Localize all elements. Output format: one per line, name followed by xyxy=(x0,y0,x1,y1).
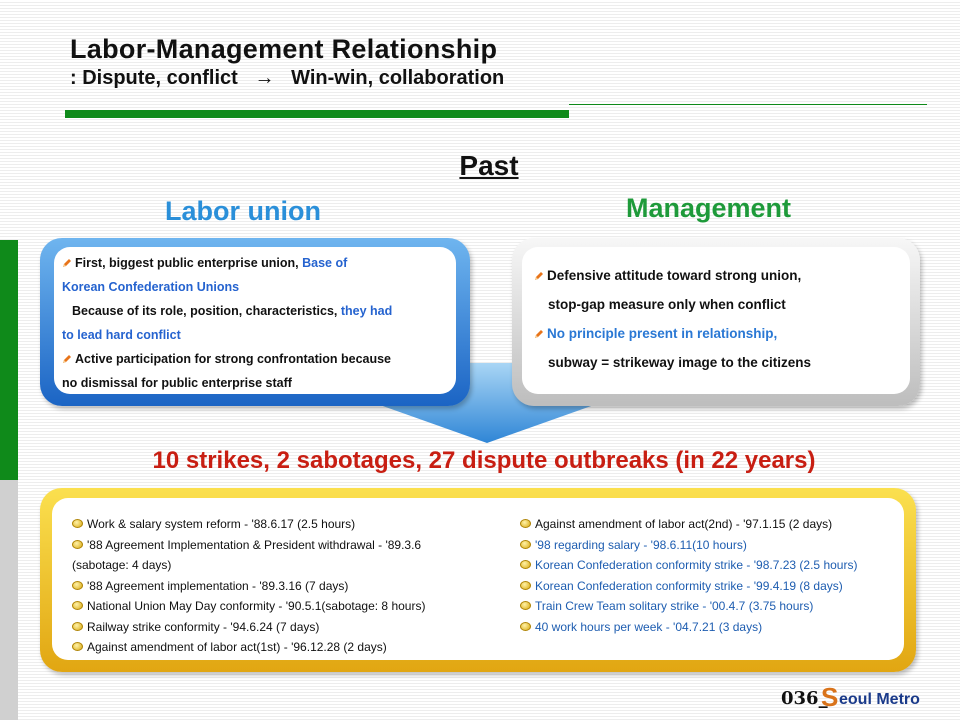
pencil-icon xyxy=(534,271,544,281)
logo-text: eoul Metro xyxy=(839,691,920,708)
management-point-highlight: No principle present in relationship, xyxy=(547,326,778,341)
gold-dot-icon xyxy=(520,622,531,631)
union-point-continued xyxy=(62,323,448,347)
left-accent-bar xyxy=(0,240,18,480)
event-item xyxy=(72,535,512,556)
management-box xyxy=(512,238,920,406)
title-underline-thick xyxy=(65,110,569,118)
union-point-highlight: to lead hard conflict xyxy=(62,328,181,342)
event-text: Against amendment of labor act(1st) - '96.12.28 (2 days) xyxy=(87,640,387,654)
left-gray-bar xyxy=(0,480,18,720)
title-block xyxy=(70,34,504,90)
title-underline-thin xyxy=(569,104,927,105)
event-text: Train Crew Team solitary strike - '00.4.7 (3.75 hours) xyxy=(535,599,814,613)
union-box xyxy=(40,238,470,406)
union-heading: Labor union xyxy=(165,196,321,226)
pencil-icon xyxy=(62,258,72,268)
event-item xyxy=(72,617,512,638)
event-item xyxy=(520,617,900,638)
summary-headline: 10 strikes, 2 sabotages, 27 dispute outbreaks (in 22 years) xyxy=(152,447,816,474)
union-point-continued xyxy=(62,371,448,395)
gold-dot-icon xyxy=(72,540,83,549)
union-point xyxy=(62,251,448,275)
event-text: Against amendment of labor act(2nd) - '97.1.15 (2 days) xyxy=(535,517,833,531)
pencil-icon xyxy=(534,329,544,339)
event-text: Railway strike conformity - '94.6.24 (7 days) xyxy=(87,619,320,634)
management-point-text: stop-gap measure only when conflict xyxy=(548,297,786,312)
management-point-text: subway = strikeway image to the citizens xyxy=(548,355,811,370)
event-text: '88 Agreement Implementation & President withdrawal - '89.3.6 xyxy=(87,537,422,552)
gold-dot-icon xyxy=(72,642,83,651)
event-item-continued xyxy=(72,555,512,576)
union-box-content xyxy=(54,247,456,394)
slide-title: Labor-Management Relationship xyxy=(70,34,498,64)
event-item xyxy=(520,576,900,597)
management-point-text: Defensive attitude toward strong union, xyxy=(547,268,802,283)
events-right-column xyxy=(520,514,900,637)
union-point-highlight: Base of xyxy=(302,256,348,270)
union-point-text: First, biggest public enterprise union, xyxy=(75,256,303,270)
gold-dot-icon xyxy=(72,622,83,631)
event-text: National Union May Day conformity - '90.5.1(sabotage: 8 hours) xyxy=(87,599,426,613)
event-text: '88 Agreement implementation - '89.3.16 (7 days) xyxy=(87,578,349,593)
gold-dot-icon xyxy=(72,519,83,528)
event-item xyxy=(72,637,512,658)
gold-dot-icon xyxy=(520,581,531,590)
management-heading: Management xyxy=(626,193,792,223)
management-point-continued xyxy=(534,348,898,377)
union-point xyxy=(62,347,448,371)
gold-dot-icon xyxy=(520,601,531,610)
gold-dot-icon xyxy=(72,581,83,590)
pencil-icon xyxy=(62,354,72,364)
union-point xyxy=(62,299,448,323)
event-item xyxy=(520,596,900,617)
events-box xyxy=(40,488,916,672)
event-text: Korean Confederation conformity strike - '98.7.23 (2.5 hours) xyxy=(535,558,858,572)
events-left-column xyxy=(72,514,512,658)
event-item xyxy=(72,576,512,597)
events-box-content xyxy=(52,498,904,660)
event-text: (sabotage: 4 days) xyxy=(72,558,172,572)
gold-dot-icon xyxy=(520,540,531,549)
union-point-text: Active participation for strong confrontation because xyxy=(75,352,392,366)
union-point-text: no dismissal for public enterprise staff xyxy=(62,376,292,390)
management-point-continued xyxy=(534,290,898,319)
management-box-content xyxy=(522,247,910,394)
union-point-highlight: Korean Confederation Unions xyxy=(62,280,240,294)
union-point-text: Because of its role, position, characteristics, xyxy=(72,304,341,318)
event-item xyxy=(72,596,512,617)
event-item xyxy=(520,535,900,556)
slide-subtitle: : Dispute, conflict → Win-win, collaboration xyxy=(70,67,505,89)
event-text: '98 regarding salary - '98.6.11(10 hours) xyxy=(535,537,747,552)
gold-dot-icon xyxy=(520,560,531,569)
union-point-highlight: they had xyxy=(340,304,393,318)
union-point-continued xyxy=(62,275,448,299)
event-item xyxy=(520,514,900,535)
event-item xyxy=(72,514,512,535)
management-point xyxy=(534,319,898,348)
logo-letter: S xyxy=(821,682,839,712)
event-text: Korean Confederation conformity strike - '99.4.19 (8 days) xyxy=(535,578,843,593)
management-point xyxy=(534,261,898,290)
gold-dot-icon xyxy=(520,519,531,528)
page-number: 036_ xyxy=(781,688,828,709)
event-text: 40 work hours per week - '04.7.21 (3 days) xyxy=(535,619,763,634)
section-label: Past xyxy=(459,150,519,181)
gold-dot-icon xyxy=(72,601,83,610)
event-text: Work & salary system reform - '88.6.17 (2.5 hours) xyxy=(87,517,356,531)
event-item xyxy=(520,555,900,576)
seoul-metro-logo xyxy=(820,682,932,712)
